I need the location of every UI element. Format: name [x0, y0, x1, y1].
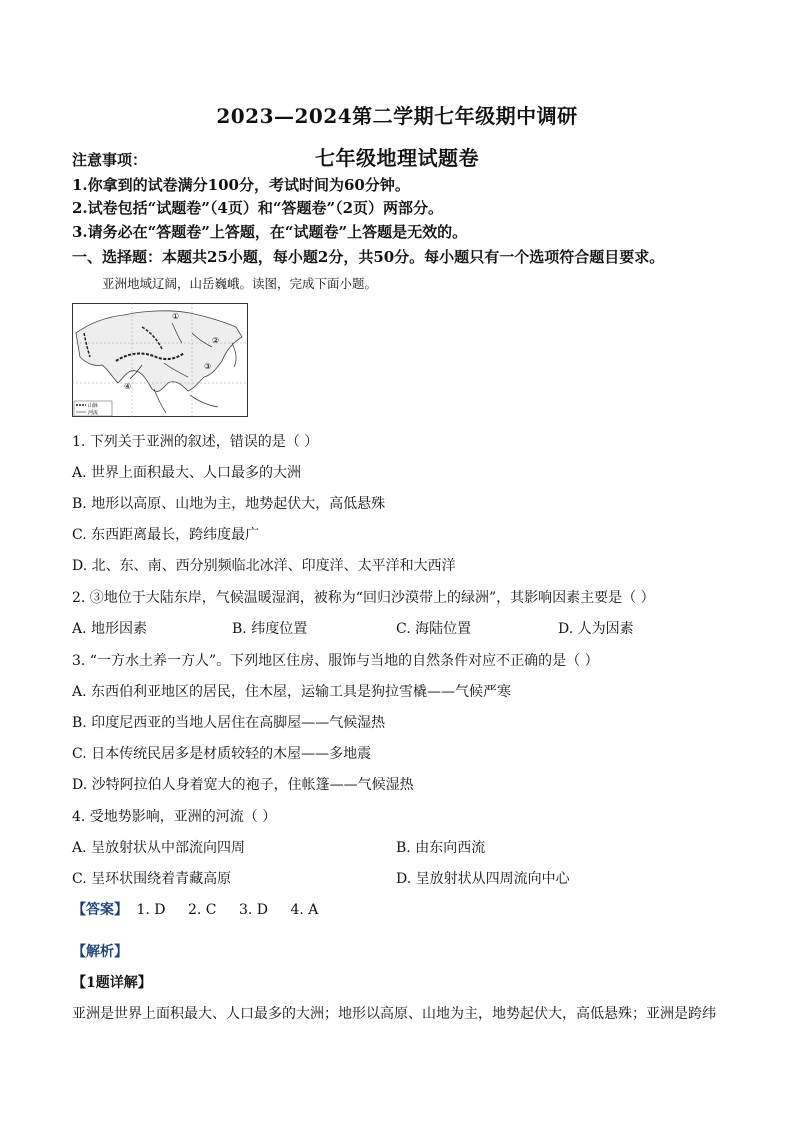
map-marker: ① [172, 312, 180, 321]
exam-title: 2023—2024第二学期七年级期中调研 [216, 104, 578, 128]
question-2-stem: 2. ③地位于大陆东岸，气候温暖湿润，被称为“回归沙漠带上的绿洲”，其影响因素主要是（ ） [72, 590, 655, 606]
q3-option-b: B. 印度尼西亚的当地人居住在高脚屋——气候湿热 [72, 715, 386, 731]
question-1-stem: 1. 下列关于亚洲的叙述，错误的是（ ） [72, 434, 319, 450]
q1-option-b: B. 地形以高原、山地为主，地势起伏大，高低悬殊 [72, 496, 386, 512]
analysis-paragraph: 亚洲是世界上面积最大、人口最多的大洲；地形以高原、山地为主，地势起伏大，高低悬殊；亚洲是跨纬 [72, 1006, 716, 1022]
note-item-1: 1.你拿到的试卷满分100分，考试时间为60分钟。 [72, 176, 410, 194]
q2-option-c: C. 海陆位置 [396, 621, 472, 637]
q1-option-c: C. 东西距离最长，跨纬度最广 [72, 527, 260, 543]
analysis-sub-label: 【1题详解】 [72, 975, 152, 991]
q3-option-a: A. 东西伯利亚地区的居民，住木屋，运输工具是狗拉雪橇——气候严寒 [72, 684, 512, 700]
answer-item: 3. D [238, 902, 268, 918]
question-group-intro: 亚洲地域辽阔，山岳巍峨。读图，完成下面小题。 [102, 276, 378, 291]
note-item-3: 3.请务必在“答题卷”上答题，在“试题卷”上答题是无效的。 [72, 223, 468, 241]
exam-subtitle: 七年级地理试题卷 [315, 146, 479, 170]
map-legend-river: 河流 [88, 410, 99, 416]
map-marker: ④ [124, 382, 132, 391]
map-marker: ② [212, 336, 220, 345]
asia-map-figure [72, 303, 248, 417]
q4-option-a: A. 呈放射状从中部流向四周 [72, 840, 246, 856]
answer-item: 1. D [136, 902, 166, 918]
question-4-stem: 4. 受地势影响，亚洲的河流（ ） [72, 809, 277, 825]
notes-heading: 注意事项： [72, 151, 148, 169]
q4-option-d: D. 呈放射状从四周流向中心 [396, 871, 570, 887]
map-marker: ③ [204, 362, 212, 371]
q1-option-d: D. 北、东、南、西分别频临北冰洋、印度洋、太平洋和大西洋 [72, 558, 456, 574]
answer-row [72, 899, 336, 919]
q2-option-a: A. 地形因素 [72, 621, 148, 637]
map-legend-mountain: 山脉 [88, 403, 99, 409]
q1-option-a: A. 世界上面积最大、人口最多的大洲 [72, 465, 302, 481]
analysis-label: 【解析】 [72, 944, 128, 960]
note-item-2: 2.试卷包括“试题卷”（4页）和“答题卷”（2页）两部分。 [72, 199, 444, 217]
answer-item: 2. C [187, 902, 217, 918]
q2-option-d: D. 人为因素 [558, 621, 634, 637]
section-heading: 一、选择题：本题共25小题，每小题2分，共50分。每小题只有一个选项符合题目要求。 [72, 248, 665, 266]
question-3-stem: 3. “一方水土养一方人”。下列地区住房、服饰与当地的自然条件对应不正确的是（ ） [72, 653, 599, 669]
q4-option-b: B. 由东向西流 [396, 840, 486, 856]
q2-option-b: B. 纬度位置 [232, 621, 308, 637]
answer-item: 4. A [290, 902, 319, 918]
q3-option-c: C. 日本传统民居多是材质较轻的木屋——多地震 [72, 746, 372, 762]
q3-option-d: D. 沙特阿拉伯人身着宽大的袍子，住帐篷——气候湿热 [72, 777, 414, 793]
answer-label: 【答案】 [72, 902, 128, 918]
q4-option-c: C. 呈环状围绕着青藏高原 [72, 871, 232, 887]
